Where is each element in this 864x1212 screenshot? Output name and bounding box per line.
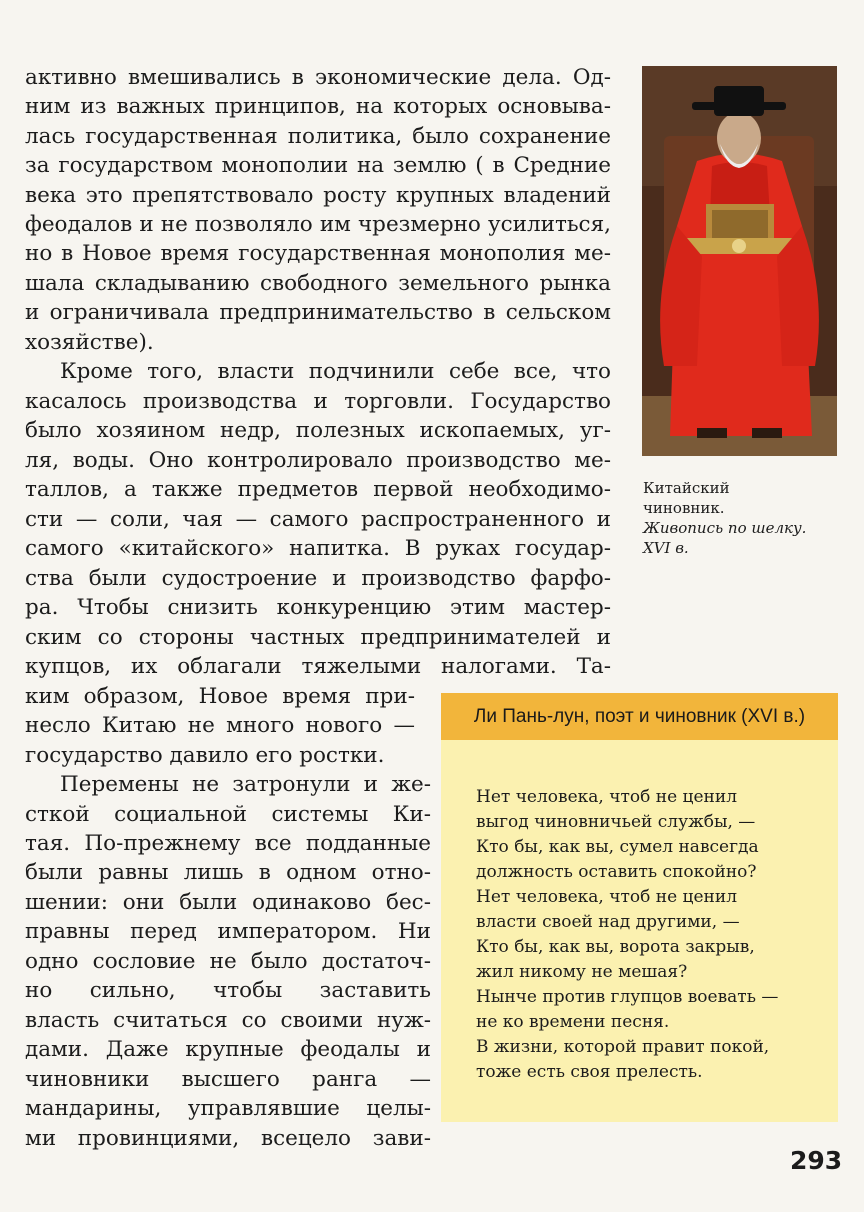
caption-line: XVI в. (643, 539, 689, 557)
poem-line: выгод чиновничьей службы, — (476, 812, 756, 832)
text-line: несло Китаю не много нового — (25, 713, 415, 738)
poem-line: Нет человека, чтоб не ценил (476, 887, 737, 907)
text-line: одно сословие не было достаточ- (25, 949, 431, 974)
text-line: лась государственная политика, было сохранение (25, 124, 611, 149)
caption-line: Живопись по шелку. (643, 519, 807, 537)
text-line: тая. По-прежнему все подданные (25, 831, 431, 856)
caption-line: чиновник. (643, 499, 725, 517)
text-line: ким образом, Новое время при- (25, 684, 415, 709)
text-line: ним из важных принципов, на которых основыва- (25, 94, 611, 119)
text-line: но сильно, чтобы заставить (25, 978, 431, 1003)
poem-line: должность оставить спокойно? (476, 862, 757, 882)
poem-line: Кто бы, как вы, ворота закрыв, (476, 937, 755, 957)
text-line: дами. Даже крупные феодалы и (25, 1037, 431, 1062)
text-line: за государством монополии на землю ( в Средние (25, 153, 611, 178)
text-line: века это препятствовало росту крупных владений (25, 183, 611, 208)
text-line: купцов, их облагали тяжелыми налогами. Та- (25, 654, 611, 679)
text-line: сти — соли, чая — самого распространенного и (25, 507, 611, 532)
poem-line: Нет человека, чтоб не ценил (476, 787, 737, 807)
poem-line: жил никому не мешая? (476, 962, 688, 982)
text-line: мандарины, управлявшие целы- (25, 1096, 431, 1121)
text-line: активно вмешивались в экономические дела. Од- (25, 65, 611, 90)
text-line: шении: они были одинаково бес- (25, 890, 431, 915)
text-line: самого «китайского» напитка. В руках государ- (25, 536, 611, 561)
text-line: государство давило его ростки. (25, 743, 385, 768)
caption-line: Китайский (643, 479, 730, 497)
official-portrait-icon (642, 66, 837, 456)
text-line: были равны лишь в одном отно- (25, 860, 431, 885)
text-line: было хозяином недр, полезных ископаемых, уг- (25, 418, 611, 443)
text-line: шала складыванию свободного земельного рынка (25, 271, 611, 296)
text-line: ми провинциями, всецело зави- (25, 1126, 431, 1151)
poem-line: Нынче против глупцов воевать — (476, 987, 779, 1007)
text-line: таллов, а также предметов первой необходимо- (25, 477, 611, 502)
text-line: Кроме того, власти подчинили себе все, что (60, 359, 611, 384)
text-line: власть считаться со своими нуж- (25, 1008, 431, 1033)
text-line: правны перед императором. Ни (25, 919, 431, 944)
text-line: чиновники высшего ранга — (25, 1067, 431, 1092)
text-line: сткой социальной системы Ки- (25, 802, 431, 827)
text-line: ра. Чтобы снизить конкуренцию этим мастер- (25, 595, 611, 620)
painting-caption (643, 478, 843, 558)
text-line: ским со стороны частных предпринимателей и (25, 625, 611, 650)
text-line: касалось производства и торговли. Государство (25, 389, 611, 414)
page-number: 293 (790, 1146, 843, 1175)
poem-line: тоже есть своя прелесть. (476, 1062, 703, 1082)
text-line: но в Новое время государственная монополия ме- (25, 241, 611, 266)
text-line: ства были судостроение и производство фарфо- (25, 566, 611, 591)
text-line: феодалов и не позволяло им чрезмерно усилиться, (25, 212, 611, 237)
poem-line: не ко времени песня. (476, 1012, 670, 1032)
poem-line: власти своей над другими, — (476, 912, 740, 932)
text-line: Перемены не затронули и же- (60, 772, 431, 797)
text-line: ля, воды. Оно контролировало производство ме- (25, 448, 611, 473)
poem-line: Кто бы, как вы, сумел навсегда (476, 837, 759, 857)
text-line: хозяйстве). (25, 330, 154, 355)
text-line: и ограничивала предпринимательство в сельском (25, 300, 611, 325)
poem-line: В жизни, которой правит покой, (476, 1037, 770, 1057)
official-painting (642, 66, 837, 456)
sidebar-box-title: Ли Пань-лун, поэт и чиновник (XVI в.) (441, 693, 838, 740)
